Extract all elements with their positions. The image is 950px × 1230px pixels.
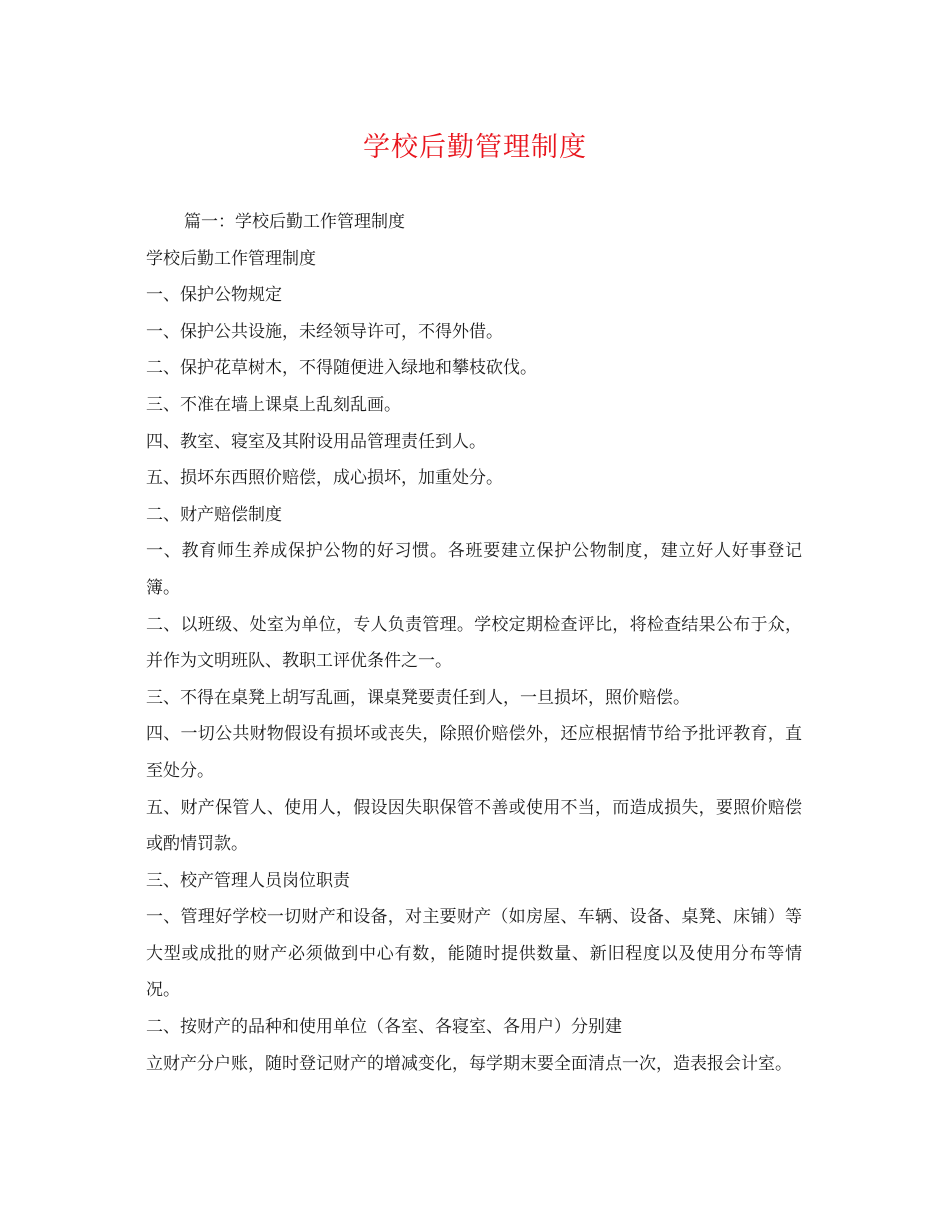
paragraph: 二、按财产的品种和使用单位（各室、各寝室、各用户）分别建 [146, 1017, 622, 1038]
section-heading-part-one: 篇一：学校后勤工作管理制度 [184, 212, 405, 232]
paragraph: 四、教室、寝室及其附设用品管理责任到人。 [146, 431, 486, 452]
document-body [146, 204, 802, 1082]
paragraph: 三、不得在桌凳上胡写乱画，课桌凳要责任到人，一旦损坏，照价赔偿。 [146, 687, 690, 708]
paragraph: 立财产分户账，随时登记财产的增减变化，每学期末要全面清点一次，造表报会计室。 [146, 1053, 792, 1074]
document-title: 学校后勤管理制度 [363, 132, 587, 163]
paragraph: 三、不准在墙上课桌上乱刻乱画。 [146, 394, 401, 415]
section-heading-staff-duties: 三、校产管理人员岗位职责 [146, 870, 350, 891]
paragraph: 五、损坏东西照价赔偿，成心损坏，加重处分。 [146, 468, 503, 489]
section-heading-compensation: 二、财产赔偿制度 [146, 504, 282, 525]
paragraph: 五、财产保管人、使用人，假设因失职保管不善或使用不当，而造成损失，要照价赔偿或酌情罚款。 [146, 797, 802, 855]
subtitle: 学校后勤工作管理制度 [146, 248, 316, 269]
paragraph: 一、管理好学校一切财产和设备，对主要财产（如房屋、车辆、设备、桌凳、床铺）等大型或成批的财产必须做到中心有数，能随时提供数量、新旧程度以及使用分布等情况。 [146, 907, 802, 1001]
paragraph: 二、以班级、处室为单位，专人负责管理。学校定期检查评比，将检查结果公布于众，并作为文明班队、教职工评优条件之一。 [146, 614, 802, 672]
paragraph: 一、教育师生养成保护公物的好习惯。各班要建立保护公物制度，建立好人好事登记簿。 [146, 541, 802, 598]
paragraph: 四、一切公共财物假设有损坏或丧失，除照价赔偿外，还应根据情节给予批评教育，直至处分。 [146, 724, 802, 781]
section-heading-protect-property: 一、保护公物规定 [146, 285, 282, 306]
paragraph: 二、保护花草树木，不得随便进入绿地和攀枝砍伐。 [146, 358, 537, 379]
paragraph: 一、保护公共设施，未经领导许可，不得外借。 [146, 321, 503, 342]
